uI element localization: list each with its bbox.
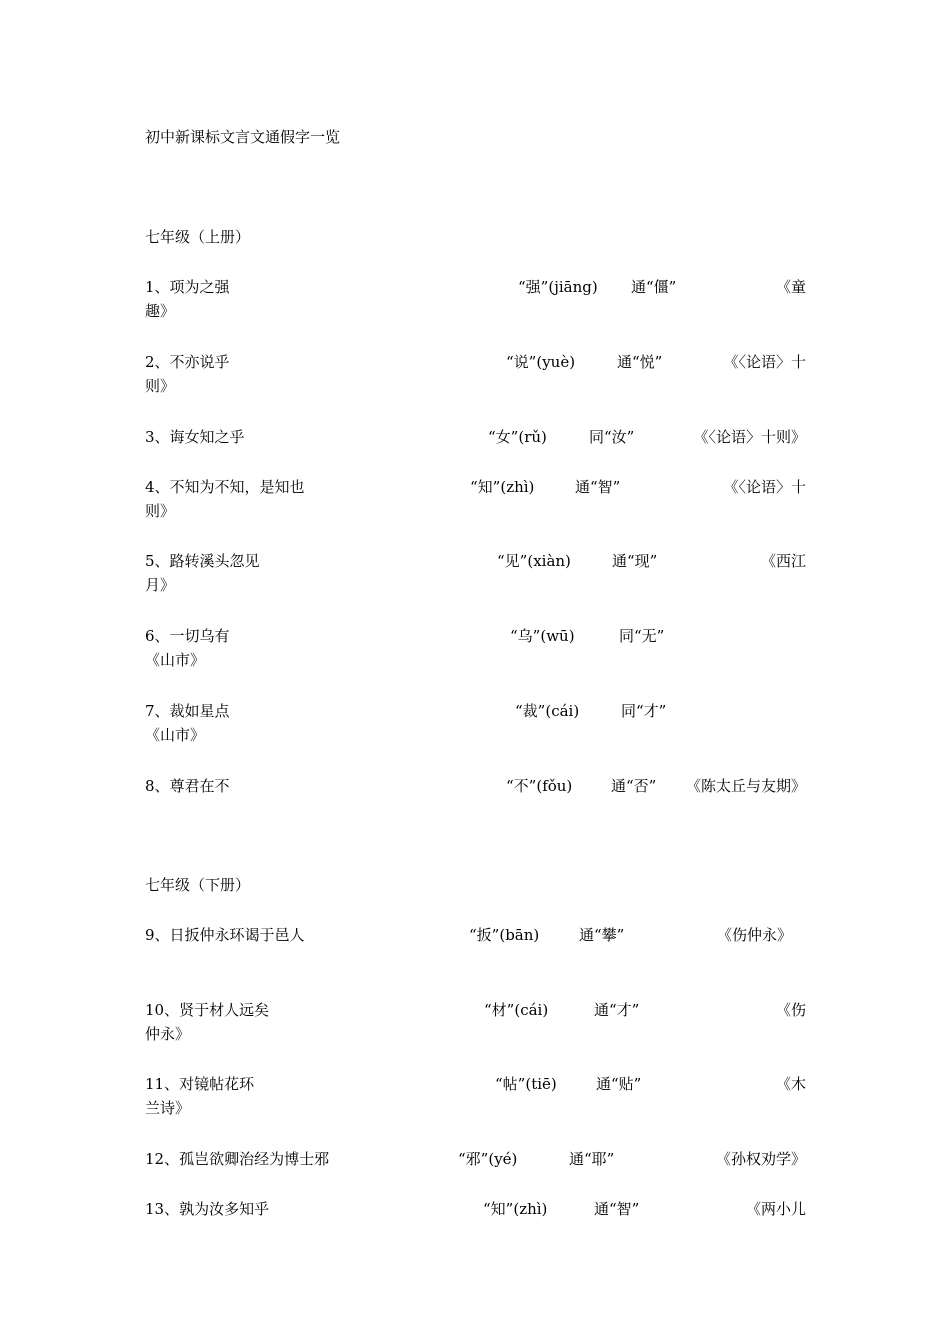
document-title: 初中新课标文言文通假字一览 [145,128,341,146]
entry-relation: 通“智” [594,1200,640,1218]
entry-source: 《〈论语〉十则》 [693,428,806,446]
entry-relation: 通“贴” [596,1075,642,1093]
entry-source-cont: 月》 [145,576,176,594]
section-heading: 七年级（下册） [145,876,251,894]
entry-relation: 通“悦” [617,353,663,371]
entry-char: “裁”(cái) [515,702,580,720]
entry-char: “乌”(wū) [510,627,575,645]
entry-source: 《伤仲永》 [717,926,793,944]
entry-source: 《〈论语〉十 [723,353,806,371]
entry-text: 10、贤于材人远矣 [145,1001,270,1019]
entry-row [145,352,806,372]
entry-source: 《〈论语〉十 [723,478,806,496]
entry-char: “不”(fǒu) [506,777,573,795]
entry-source-cont: 趣》 [145,302,176,320]
entry-row [145,551,806,571]
entry-char: “帖”(tiē) [495,1075,557,1093]
entry-relation: 通“否” [611,777,657,795]
entry-row [145,277,806,297]
entry-source: 《伤 [775,1001,806,1019]
entry-row [145,701,806,721]
entry-row [145,1000,806,1020]
entry-row [145,776,806,796]
entry-char: “知”(zhì) [470,478,535,496]
entry-source-cont: 兰诗》 [145,1099,191,1117]
entry-text: 5、路转溪头忽见 [145,552,260,570]
entry-text: 3、诲女知之乎 [145,428,245,446]
entry-row [145,1149,806,1169]
entry-text: 6、一切乌有 [145,627,230,645]
entry-source-cont: 则》 [145,502,176,520]
entry-row [145,626,806,646]
entry-row [145,925,806,945]
entry-text: 9、日扳仲永环谒于邑人 [145,926,305,944]
entry-source: 《孙权劝学》 [715,1150,806,1168]
entry-text: 8、尊君在不 [145,777,230,795]
entry-char: “扳”(bān) [469,926,540,944]
entry-relation: 通“智” [575,478,621,496]
entry-char: “材”(cái) [484,1001,549,1019]
entry-relation: 同“无” [619,627,665,645]
entry-text: 7、裁如星点 [145,702,230,720]
section-heading: 七年级（上册） [145,228,251,246]
entry-source-cont: 《山市》 [145,726,206,744]
entry-char: “强”(jiāng) [518,278,598,296]
entry-source: 《陈太丘与友期》 [685,777,806,795]
entry-source: 《木 [775,1075,806,1093]
entry-char: “邪”(yé) [458,1150,518,1168]
entry-relation: 通“才” [594,1001,640,1019]
entry-row [145,477,806,497]
entry-char: “女”(rǔ) [488,428,547,446]
entry-relation: 同“才” [621,702,667,720]
entry-source-cont: 仲永》 [145,1025,191,1043]
entry-text: 2、不亦说乎 [145,353,230,371]
entry-text: 11、对镜帖花环 [145,1075,255,1093]
entry-source: 《西江 [760,552,806,570]
entry-text: 13、孰为汝多知乎 [145,1200,270,1218]
entry-relation: 通“僵” [631,278,677,296]
entry-relation: 通“现” [612,552,658,570]
entry-row [145,1074,806,1094]
entry-char: “说”(yuè) [506,353,576,371]
entry-relation: 通“耶” [569,1150,615,1168]
entry-source-cont: 则》 [145,377,176,395]
entry-source: 《童 [775,278,806,296]
entry-source: 《两小儿 [745,1200,806,1218]
entry-relation: 通“攀” [579,926,625,944]
entry-relation: 同“汝” [589,428,635,446]
entry-char: “见”(xiàn) [497,552,571,570]
entry-row [145,1199,806,1219]
entry-char: “知”(zhì) [483,1200,548,1218]
entry-text: 1、项为之强 [145,278,230,296]
entry-source-cont: 《山市》 [145,651,206,669]
entry-text: 4、不知为不知，是知也 [145,478,305,496]
entry-text: 12、孤岂欲卿治经为博士邪 [145,1150,330,1168]
entry-row [145,427,806,447]
